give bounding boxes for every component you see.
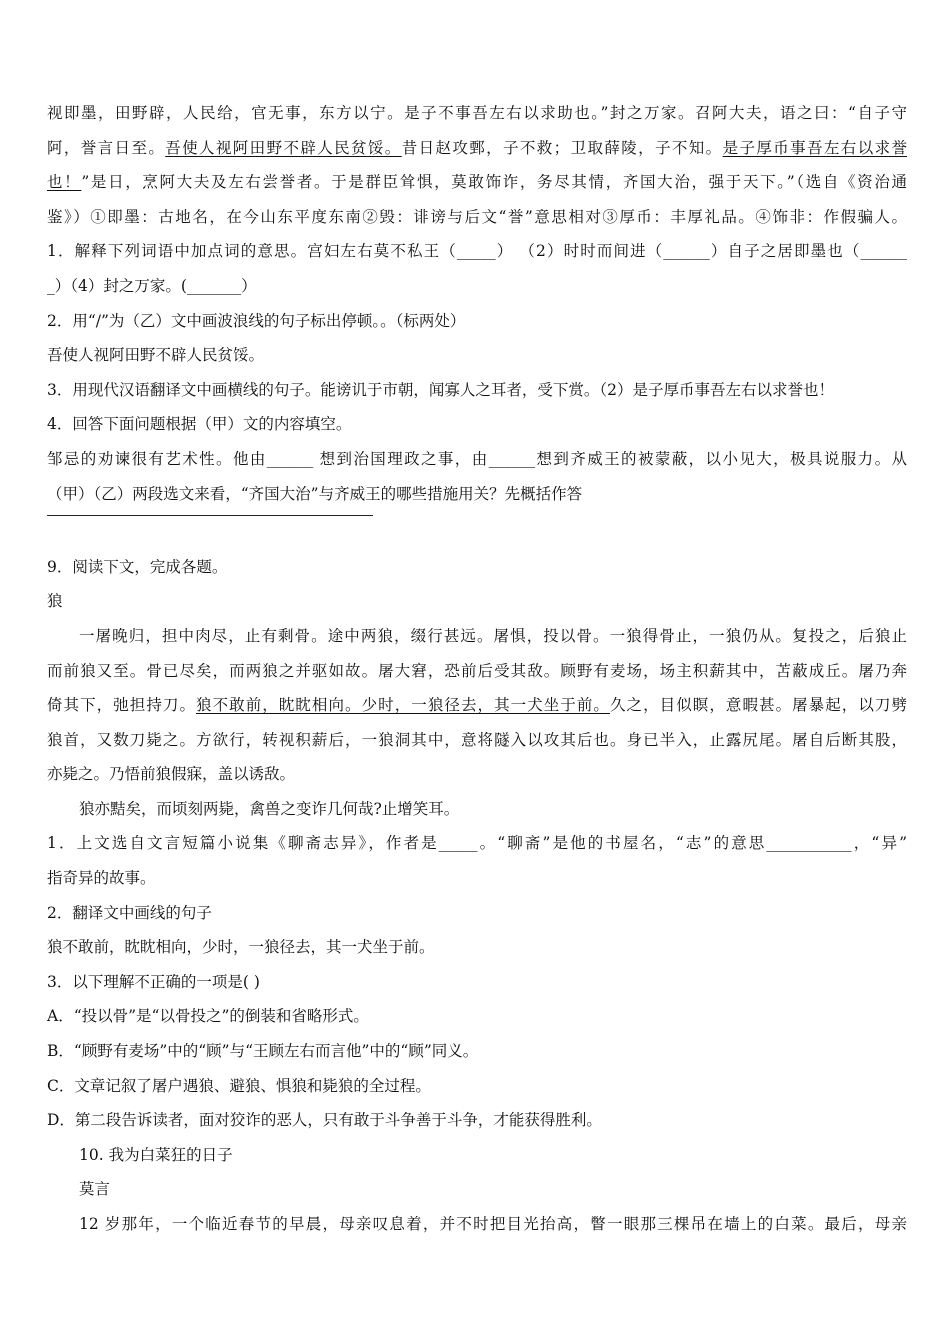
text-segment: 指奇异的故事。 [47, 869, 156, 888]
underlined-text: 也！ [47, 173, 82, 192]
text-line [47, 723, 907, 758]
text-line [47, 999, 907, 1034]
text-line [47, 792, 907, 827]
text-segment: 狼亦黠矣，而顷刻两毙，禽兽之变诈几何哉?止增笑耳。 [79, 799, 460, 818]
text-line [47, 619, 907, 654]
text-segment: （甲）（乙）两段选文来看，“齐国大治”与齐威王的哪些措施用关？先概括作答 [47, 484, 583, 503]
text-line [47, 96, 907, 131]
text-segment: 视即墨，田野辟，人民给，官无事，东方以宁。是子不事吾左右以求助也。”封之万家。召阿大夫，语之曰：“自子守 [47, 104, 907, 122]
text-segment: 2．用“/”为（乙）文中画波浪线的句子标出停顿。。（标两处） [47, 311, 466, 330]
text-line [47, 131, 907, 166]
text-segment: 阿，誉言日至。 [47, 138, 166, 157]
text-segment: A．“投以骨”是“以骨投之”的倒装和省略形式。 [47, 1007, 369, 1026]
text-line [47, 407, 907, 442]
text-segment: 9．阅读下文，完成各题。 [47, 557, 228, 576]
text-line [47, 200, 907, 235]
text-line [47, 1207, 907, 1242]
text-segment: _）（4）封之万家。(_______） [47, 276, 257, 295]
text-line [47, 1103, 907, 1138]
text-line [47, 269, 907, 304]
text-segment: 亦毙之。乃悟前狼假寐，盖以诱敌。 [47, 765, 296, 784]
text-line [47, 234, 907, 269]
text-line [47, 688, 907, 723]
text-segment: 2．翻译文中画线的句子 [47, 903, 212, 922]
text-line [47, 1172, 907, 1207]
text-line [47, 826, 907, 861]
text-line [47, 896, 907, 931]
document-page [47, 96, 907, 1242]
text-segment: ”是日，烹阿大夫及左右尝誉者。于是群臣耸惧，莫敢饰诈，务尽其情，齐国大治，强于天下。”（选自《资治通 [81, 173, 907, 192]
text-line [47, 654, 907, 689]
text-segment: 而前狼又至。骨已尽矣，而两狼之并驱如故。屠大窘，恐前后受其敌。顾野有麦场，场主积薪其中，苫蔽成丘。屠乃奔 [47, 661, 907, 680]
underlined-text: 吾使人视阿田野不辟人民贫馁。 [165, 138, 402, 157]
text-segment: 吾使人视阿田野不辟人民贫馁。 [47, 346, 265, 365]
text-line [47, 304, 907, 339]
text-segment: 莫言 [79, 1180, 111, 1199]
text-segment: B．“顾野有麦场”中的“顾”与“王顾左右而言他”中的“顾”同义。 [47, 1042, 479, 1061]
text-segment: 久之，目似瞑，意暇甚。屠暴起，以刀劈 [609, 696, 907, 715]
text-line [47, 1138, 907, 1173]
text-segment: 鉴》）①即墨：古地名，在今山东平度东南②毁：诽谤与后文“誉”意思相对③厚币：丰厚礼品。④饰非：作假骗人。 [47, 207, 907, 226]
text-line [47, 338, 907, 373]
text-segment: 邹忌的劝谏很有艺术性。他由______ 想到治国理政之事，由______想到齐威王的被蒙蔽，以小见大，极具说服力。从 [47, 449, 907, 468]
text-line [47, 584, 907, 619]
text-segment: 狼 [47, 592, 63, 611]
text-segment: 3．用现代汉语翻译文中画横线的句子。能谤讥于市朝，闻寡人之耳者，受下赏。（2）是子厚币事吾左右以求誉也！ [47, 380, 834, 399]
text-line [47, 965, 907, 1000]
text-line [47, 1069, 907, 1104]
text-segment: 1．上文选自文言短篇小说集《聊斋志异》，作者是_____。“聊斋”是他的书屋名，“志”的意思___________，“异” [47, 834, 907, 853]
text-line [47, 550, 907, 585]
text-line [47, 373, 907, 408]
text-line [47, 1034, 907, 1069]
underlined-text: 是子厚币事吾左右以求誉 [722, 138, 907, 157]
text-line [47, 861, 907, 896]
text-segment: 狼不敢前，眈眈相向，少时，一狼径去，其一犬坐于前。 [47, 938, 435, 957]
answer-rule [47, 515, 907, 550]
text-segment: D．第二段告诉读者，面对狡诈的恶人，只有敢于斗争善于斗争，才能获得胜利。 [47, 1111, 602, 1130]
text-line [47, 442, 907, 477]
text-segment: 狼首，又数刀毙之。方欲行，转视积薪后，一狼洞其中，意将隧入以攻其后也。身已半入，止露尻尾。屠自后断其股， [47, 730, 907, 749]
text-segment: 1．解释下列词语中加点词的意思。宫妇左右莫不私王（_____） （2）时时而间进（______）自子之居即墨也（______ [47, 242, 907, 261]
text-segment: 4．回答下面问题根据（甲）文的内容填空。 [47, 415, 352, 434]
text-segment: 3．以下理解不正确的一项是( ) [47, 972, 260, 991]
text-segment: 一屠晚归，担中肉尽，止有剩骨。途中两狼，缀行甚远。屠惧，投以骨。一狼得骨止，一狼仍从。复投之，后狼止 [79, 626, 907, 645]
underlined-text: 狼不敢前，眈眈相向。少时，一狼径去，其一犬坐于前。 [196, 696, 610, 715]
text-line [47, 757, 907, 792]
text-segment: 10. 我为白菜狂的日子 [79, 1145, 233, 1164]
text-line [47, 165, 907, 200]
text-line [47, 477, 907, 512]
text-line [47, 930, 907, 965]
text-segment: 倚其下，弛担持刀。 [47, 696, 197, 715]
underline-rule [47, 515, 373, 516]
text-segment: 12 岁那年，一个临近春节的早晨，母亲叹息着，并不时把目光抬高，瞥一眼那三棵吊在墙上的白菜。最后，母亲 [79, 1215, 907, 1233]
text-segment: 昔日赵攻鄄，子不救；卫取薛陵，子不知。 [401, 138, 723, 157]
text-segment: C．文章记叙了屠户遇狼、避狼、惧狼和毙狼的全过程。 [47, 1076, 431, 1095]
